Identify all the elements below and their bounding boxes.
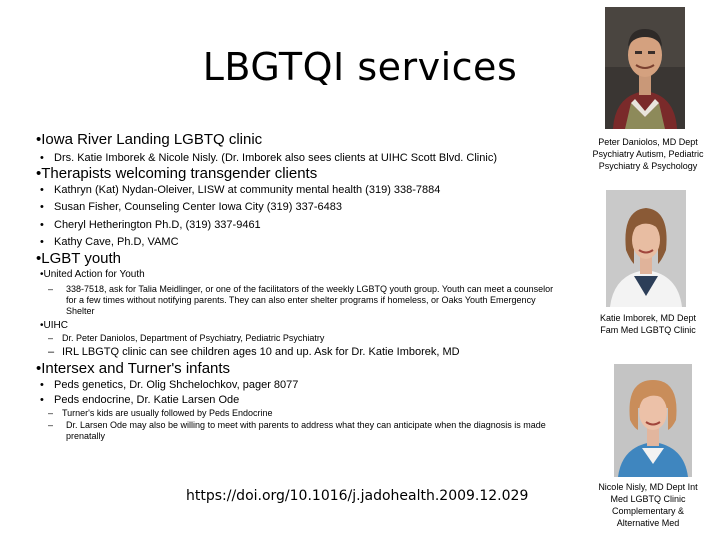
section-heading-lgbt-youth: •LGBT youth bbox=[36, 250, 122, 267]
list-item: • Cheryl Hetherington Ph.D, (319) 337-9461 bbox=[40, 219, 261, 231]
portrait-man-icon bbox=[605, 7, 685, 129]
caption-imborek: Katie Imborek, MD Dept Fam Med LGBTQ Clinic bbox=[599, 313, 697, 335]
bullet: • bbox=[40, 152, 44, 164]
list-item: – Dr. Peter Daniolos, Department of Psychiatry, Pediatric Psychiatry bbox=[48, 333, 325, 343]
list-item: • Kathy Cave, Ph.D, VAMC bbox=[40, 236, 179, 248]
list-item: • Peds genetics, Dr. Olig Shchelochkov, pager 8077 bbox=[40, 379, 299, 391]
slide-title: LBGTQI services bbox=[202, 45, 518, 89]
section-heading-irl-clinic: •Iowa River Landing LGBTQ clinic bbox=[36, 131, 263, 148]
citation-link[interactable]: https://doi.org/10.1016/j.jadohealth.2009.12.029 bbox=[186, 488, 529, 504]
subheading-uihc: •UIHC bbox=[40, 320, 68, 331]
caption-daniolos: Peter Daniolos, MD Dept Psychiatry Autism, Pediatric Psychiatry & Psychology bbox=[592, 137, 704, 171]
portrait-woman-icon bbox=[614, 364, 692, 477]
list-item: • Susan Fisher, Counseling Center Iowa City (319) 337-6483 bbox=[40, 201, 342, 213]
caption-nisly: Nicole Nisly, MD Dept Int Med LGBTQ Clinic Complementary & Alternative Med bbox=[598, 482, 698, 528]
list-item: • Drs. Katie Imborek & Nicole Nisly. (Dr. Imborek also sees clients at UIHC Scott Blvd. Clinic) bbox=[40, 152, 497, 164]
subheading-united-action: •United Action for Youth bbox=[40, 269, 145, 280]
section-heading-intersex: •Intersex and Turner's infants bbox=[36, 360, 231, 377]
list-item: – IRL LBGTQ clinic can see children ages 10 and up. Ask for Dr. Katie Imborek, MD bbox=[48, 346, 460, 358]
list-item: – Dr. Larsen Ode may also be willing to meet with parents to address what they can anticipate when the diagnosis is made prenatally bbox=[48, 420, 546, 441]
list-item: – Turner's kids are usually followed by Peds Endocrine bbox=[48, 408, 273, 418]
list-item: • Peds endocrine, Dr. Katie Larsen Ode bbox=[40, 394, 240, 406]
portrait-woman-icon bbox=[606, 190, 686, 307]
portrait-photo bbox=[606, 190, 686, 307]
section-heading-therapists: •Therapists welcoming transgender clients bbox=[36, 165, 318, 182]
portrait-photo bbox=[605, 7, 685, 129]
list-item: • Kathryn (Kat) Nydan-Oleiver, LISW at community mental health (319) 338-7884 bbox=[40, 184, 441, 196]
portrait-photo bbox=[614, 364, 692, 477]
list-item: – 338-7518, ask for Talia Meidlinger, or one of the facilitators of the weekly LGBTQ youth group. Youth can meet a counselor for a few times without notifying parents. They can also enter shelter programs if homeless, or Oaks Youth Emergency Shelter bbox=[48, 284, 554, 316]
